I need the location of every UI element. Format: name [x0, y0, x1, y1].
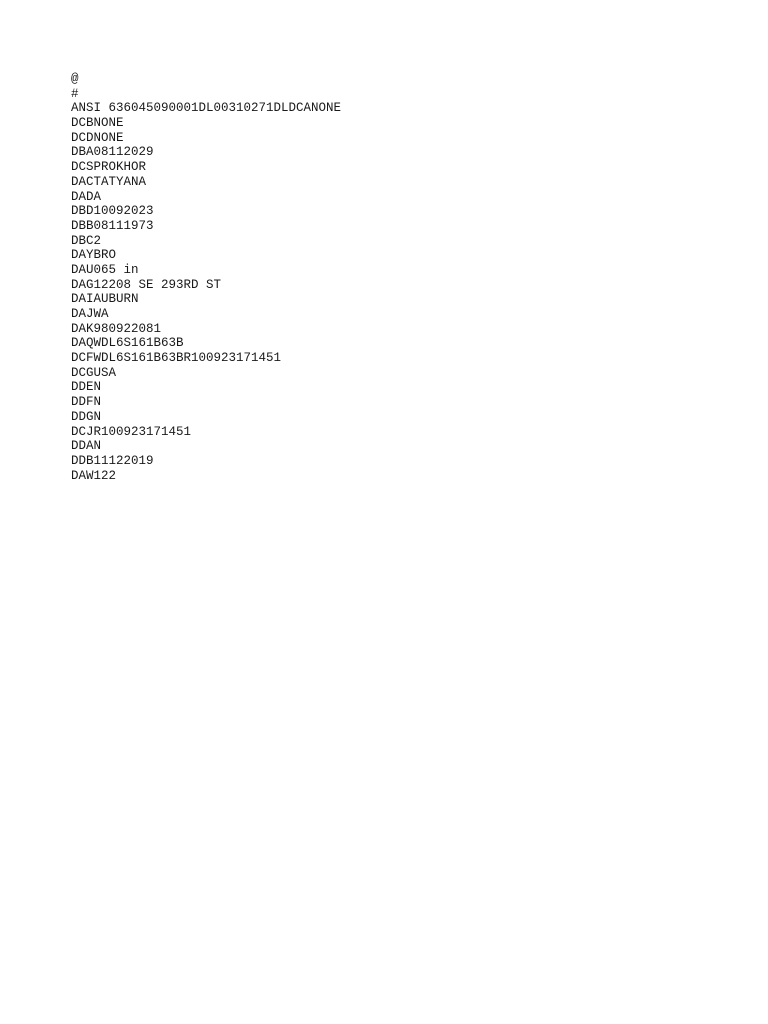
text-line: DDAN: [71, 439, 102, 454]
text-line: @: [71, 72, 79, 86]
text-line: DCJR100923171451: [71, 424, 192, 439]
text-line: DBA08112029: [71, 145, 154, 160]
text-line: DDEN: [71, 380, 102, 395]
barcode-data-text: [71, 72, 341, 483]
text-line: DAW122: [71, 468, 117, 483]
text-line: DAJWA: [71, 307, 109, 321]
text-line: DCBNONE: [71, 116, 124, 131]
text-line: DAIAUBURN: [71, 292, 139, 307]
text-line: ANSI 636045090001DL00310271DLDCANONE: [71, 101, 342, 116]
text-line: DADA: [71, 189, 102, 204]
text-line: DBC2: [71, 233, 102, 248]
text-line: DBB08111973: [71, 218, 154, 233]
text-line: DCGUSA: [71, 365, 117, 380]
text-line: DAYBRO: [71, 248, 117, 263]
text-line: DAG12208 SE 293RD ST: [71, 277, 222, 292]
text-line: DCFWDL6S161B63BR100923171451: [71, 351, 282, 366]
text-line: #: [71, 86, 79, 101]
text-line: DAU065 in: [71, 262, 139, 277]
text-line: DDGN: [71, 409, 102, 424]
text-line: DCDNONE: [71, 130, 124, 145]
text-line: DAQWDL6S161B63B: [71, 336, 184, 351]
text-line: DDB11122019: [71, 453, 154, 468]
text-line: DCSPROKHOR: [71, 160, 147, 175]
text-line: DAK980922081: [71, 321, 162, 336]
text-line: DBD10092023: [71, 204, 154, 219]
text-line: DDFN: [71, 395, 102, 410]
text-line: DACTATYANA: [71, 174, 147, 189]
